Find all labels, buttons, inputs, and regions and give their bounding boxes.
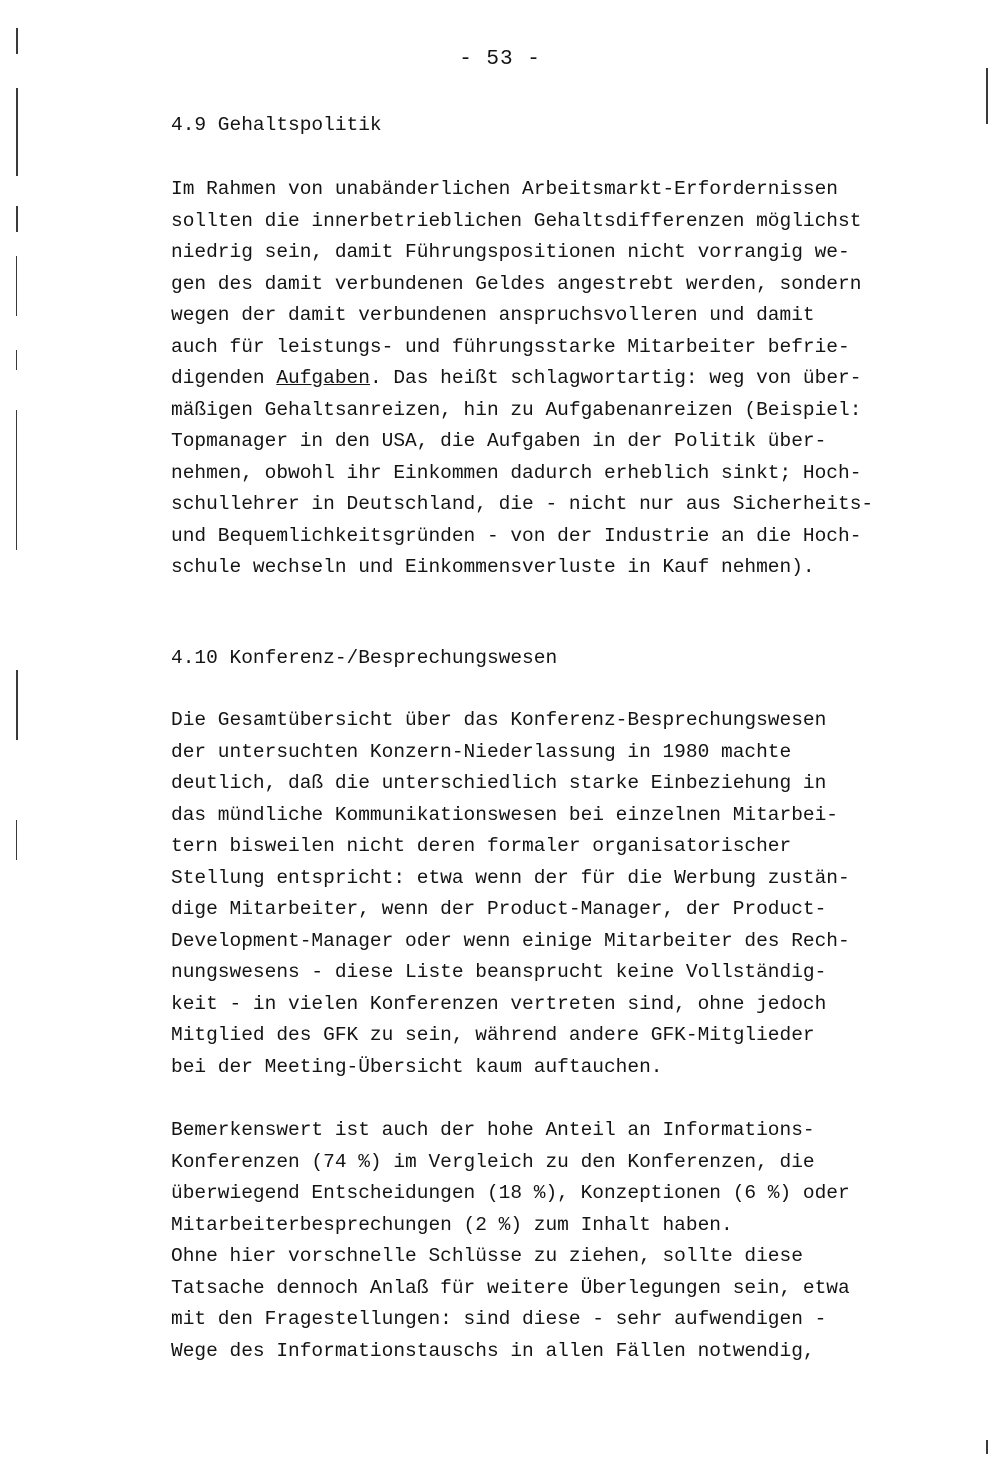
text-line: keit - in vielen Konferenzen vertreten sind, ohne jedoch — [171, 992, 827, 1015]
text-line: Tatsache dennoch Anlaß für weitere Überlegungen sein, etwa — [171, 1276, 850, 1299]
text-line: dige Mitarbeiter, wenn der Product-Manager, der Product- — [171, 898, 827, 920]
text-line: Wege des Informationstauschs in allen Fällen notwendig, — [171, 1339, 815, 1362]
text-line: Development-Manager oder wenn einige Mitarbeiter des Rech- — [171, 929, 850, 952]
paragraph-konferenzwesen-1 — [171, 705, 931, 1083]
paragraph-gehaltspolitik — [171, 174, 931, 584]
margin-mark — [16, 350, 17, 370]
text-line: das mündliche Kommunikationswesen bei einzelnen Mitarbei- — [171, 803, 839, 826]
text-line: Bemerkenswert ist auch der hohe Anteil an Informations- — [171, 1119, 815, 1141]
text-line: der untersuchten Konzern-Niederlassung in 1980 machte — [171, 740, 792, 763]
underlined-word: Aufgaben — [276, 367, 370, 389]
margin-mark — [16, 820, 17, 860]
text-line: Topmanager in den USA, die Aufgaben in der Politik über- — [171, 430, 827, 452]
text-line: Im Rahmen von unabänderlichen Arbeitsmarkt-Erfordernissen — [171, 178, 839, 200]
page-number: - 53 - — [459, 48, 541, 71]
text-fragment: digenden — [171, 367, 277, 389]
margin-mark — [16, 88, 18, 176]
paragraph-konferenzwesen-2 — [171, 1115, 931, 1367]
text-line: mäßigen Gehaltsanreizen, hin zu Aufgabenanreizen (Beispiel: — [171, 398, 862, 421]
text-line: nehmen, obwohl ihr Einkommen dadurch erheblich sinkt; Hoch- — [171, 461, 862, 484]
margin-mark — [986, 68, 988, 124]
text-line: tern bisweilen nicht deren formaler organisatorischer — [171, 835, 792, 857]
text-line: und Bequemlichkeitsgründen - von der Industrie an die Hoch- — [171, 524, 862, 547]
section-heading-gehaltspolitik: 4.9 Gehaltspolitik — [171, 114, 382, 136]
text-line: bei der Meeting-Übersicht kaum auftauchen. — [171, 1055, 663, 1078]
text-line: überwiegend Entscheidungen (18 %), Konzeptionen (6 %) oder — [171, 1182, 850, 1204]
text-fragment: . Das heißt schlagwortartig: weg von über- — [369, 367, 862, 389]
text-line: mit den Fragestellungen: sind diese - sehr aufwendigen - — [171, 1308, 827, 1330]
text-line: deutlich, daß die unterschiedlich starke Einbeziehung in — [171, 772, 827, 794]
margin-mark — [16, 670, 18, 740]
text-line: Mitglied des GFK zu sein, während andere GFK-Mitglieder — [171, 1024, 815, 1046]
text-line: schullehrer in Deutschland, die - nicht nur aus Sicherheits- — [171, 493, 874, 515]
section-heading-konferenzwesen: 4.10 Konferenz-/Besprechungswesen — [171, 647, 558, 669]
text-line: sollten die innerbetrieblichen Gehaltsdifferenzen möglichst — [171, 209, 862, 232]
margin-mark — [16, 206, 18, 232]
text-line: Mitarbeiterbesprechungen (2 %) zum Inhalt haben. — [171, 1213, 733, 1236]
text-line: schule wechseln und Einkommensverluste in Kauf nehmen). — [171, 556, 815, 578]
text-line: wegen der damit verbundenen anspruchsvolleren und damit — [171, 304, 815, 326]
text-line: Stellung entspricht: etwa wenn der für die Werbung zustän- — [171, 866, 850, 889]
text-line: Ohne hier vorschnelle Schlüsse zu ziehen, sollte diese — [171, 1245, 803, 1267]
text-line: nungswesens - diese Liste beansprucht keine Vollständig- — [171, 961, 827, 983]
text-line-with-underline — [171, 363, 931, 395]
text-line: gen des damit verbundenen Geldes angestrebt werden, sondern — [171, 272, 862, 295]
text-line: Konferenzen (74 %) im Vergleich zu den Konferenzen, die — [171, 1150, 815, 1173]
text-line: niedrig sein, damit Führungspositionen nicht vorrangig we- — [171, 241, 850, 263]
margin-mark — [16, 410, 17, 550]
margin-mark — [16, 256, 17, 316]
text-line: Die Gesamtübersicht über das Konferenz-Besprechungswesen — [171, 709, 827, 731]
margin-mark — [986, 1440, 988, 1454]
text-line: auch für leistungs- und führungsstarke Mitarbeiter befrie- — [171, 335, 850, 358]
